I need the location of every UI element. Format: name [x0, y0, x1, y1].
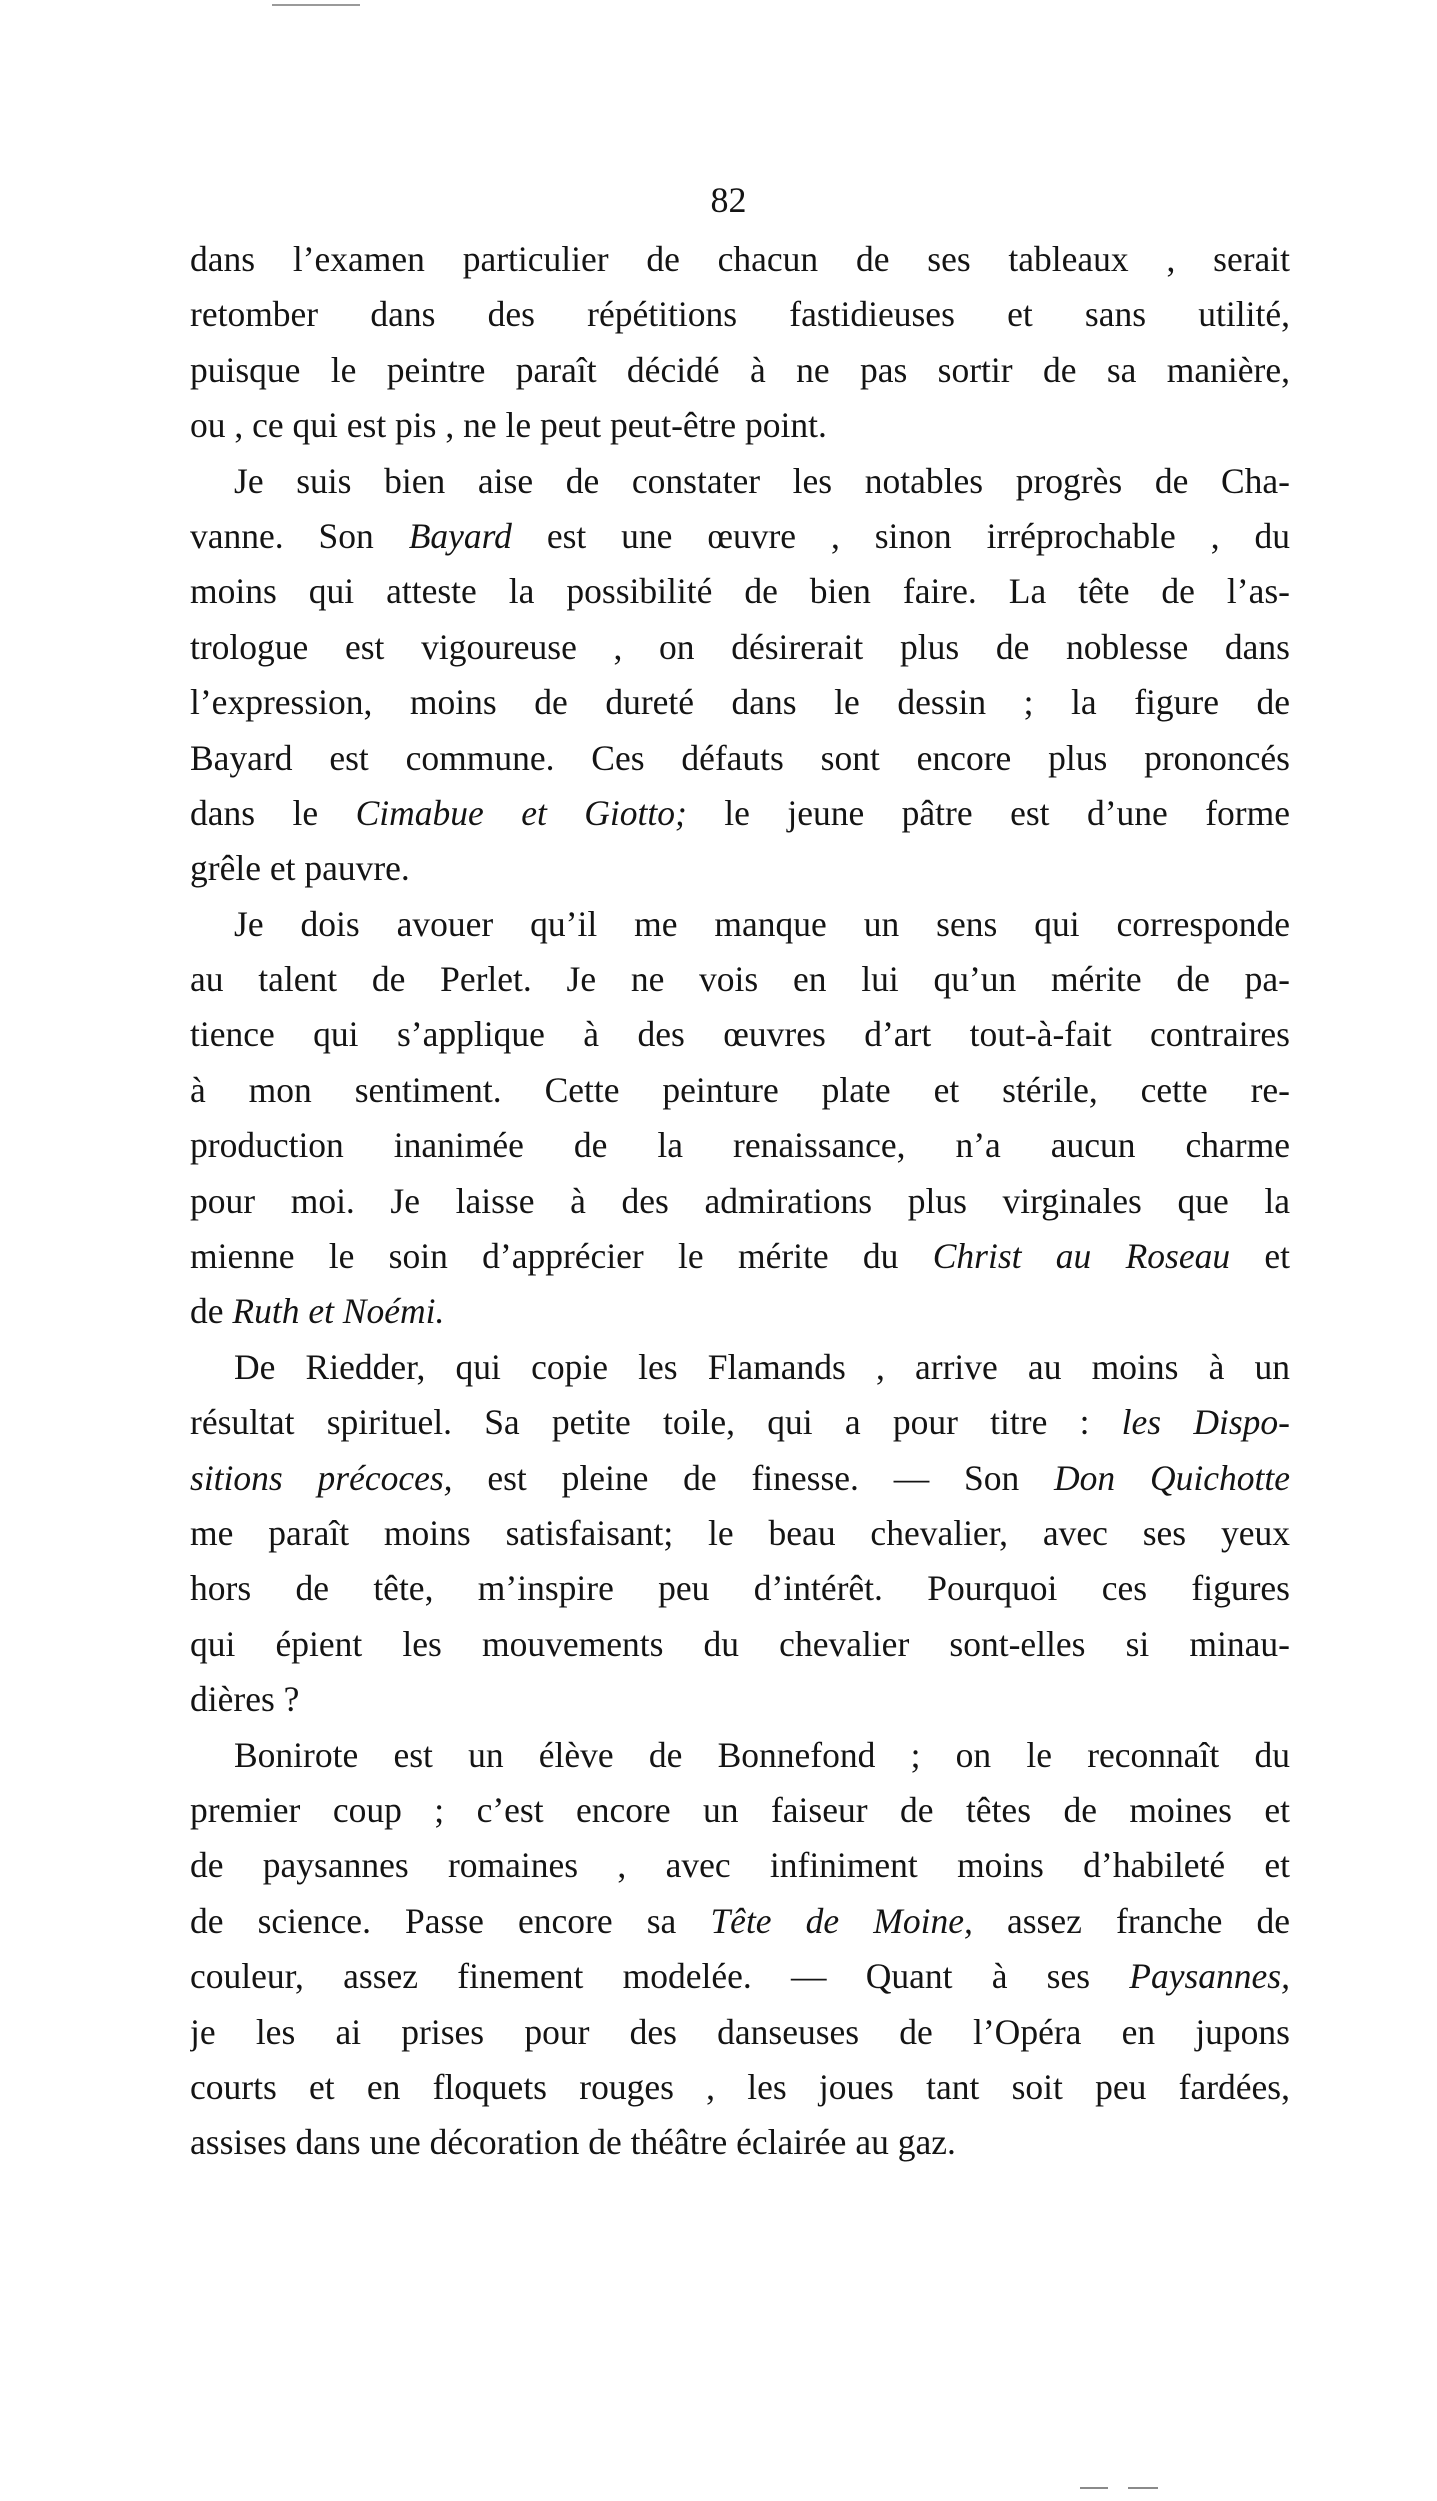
- text-line: [190, 731, 1290, 786]
- text-line: [190, 1007, 1290, 1062]
- text-line: [190, 1838, 1290, 1893]
- italic-title: Christ au Roseau: [932, 1236, 1231, 1277]
- text-segment: de paysannes romaines , avec infiniment moins d’habileté et: [190, 1845, 1290, 1886]
- text-segment: assises dans une décoration de théâtre éclairée au gaz.: [190, 2122, 956, 2163]
- text-segment: couleur, assez finement modelée. — Quant à ses: [190, 1956, 1130, 1997]
- text-segment: pour moi. Je laisse à des admirations plus virginales que la: [190, 1180, 1290, 1221]
- text-segment: Bayard est commune. Ces défauts sont encore plus prononcés: [190, 737, 1290, 778]
- italic-title: Tête de Moine,: [710, 1900, 973, 1941]
- text-segment: retomber dans des répétitions fastidieuses et sans utilité,: [190, 294, 1290, 335]
- text-segment: au talent de Perlet. Je ne vois en lui qu’un mérite de pa-: [190, 959, 1290, 1000]
- text-segment: de: [190, 1291, 233, 1332]
- text-segment: mienne le soin d’apprécier le mérite du: [190, 1236, 933, 1277]
- text-line: [190, 1340, 1290, 1395]
- text-line: [190, 1949, 1290, 2004]
- text-line: [190, 232, 1290, 287]
- text-line: [190, 1451, 1290, 1506]
- text-segment: grêle et pauvre.: [190, 848, 410, 889]
- text-segment: production inanimée de la renaissance, n’a aucun charme: [190, 1125, 1290, 1166]
- text-line: [190, 1894, 1290, 1949]
- text-line: [190, 1174, 1290, 1229]
- top-edge-mark: [272, 4, 360, 6]
- text-segment: dans le: [190, 792, 356, 833]
- text-segment: de science. Passe encore sa: [190, 1900, 711, 1941]
- text-segment: hors de tête, m’inspire peu d’intérêt. Pourquoi ces figures: [190, 1568, 1290, 1609]
- text-line: [190, 1063, 1290, 1118]
- text-line: [190, 1783, 1290, 1838]
- text-segment: à mon sentiment. Cette peinture plate et stérile, cette re-: [190, 1069, 1290, 1110]
- text-line: [190, 841, 1290, 896]
- text-line: [190, 2005, 1290, 2060]
- text-line: [190, 2060, 1290, 2115]
- text-segment: tience qui s’applique à des œuvres d’art tout-à-fait contraires: [190, 1014, 1290, 1055]
- text-line: [190, 1728, 1290, 1783]
- text-segment: puisque le peintre paraît décidé à ne pas sortir de sa manière,: [190, 349, 1290, 390]
- text-line: [190, 786, 1290, 841]
- text-segment: moins qui atteste la possibilité de bien faire. La tête de l’as-: [190, 571, 1290, 612]
- text-segment: trologue est vigoureuse , on désirerait plus de noblesse dans: [190, 626, 1290, 667]
- text-line: [190, 398, 1290, 453]
- text-segment: qui épient les mouvements du chevalier sont-elles si minau-: [190, 1623, 1290, 1664]
- text-segment: me paraît moins satisfaisant; le beau chevalier, avec ses yeux: [190, 1512, 1290, 1553]
- text-line: [190, 1561, 1290, 1616]
- text-segment: le jeune pâtre est d’une forme: [686, 792, 1290, 833]
- italic-title: Ruth et Noémi.: [232, 1291, 445, 1332]
- italic-title: Don Quichotte: [1054, 1457, 1290, 1498]
- text-segment: et: [1230, 1236, 1290, 1277]
- text-segment: dans l’examen particulier de chacun de ses tableaux , serait: [190, 239, 1290, 279]
- text-line: [190, 675, 1290, 730]
- text-line: [190, 620, 1290, 675]
- text-line: [190, 1284, 1290, 1339]
- text-segment: dières ?: [190, 1679, 300, 1720]
- italic-title: les Dispo-: [1121, 1402, 1290, 1443]
- text-segment: Bonirote est un élève de Bonnefond ; on le reconnaît du: [234, 1734, 1290, 1775]
- text-segment: je les ai prises pour des danseuses de l’Opéra en jupons: [190, 2011, 1290, 2052]
- text-line: [190, 287, 1290, 342]
- text-line: [190, 1395, 1290, 1450]
- text-line: [190, 2115, 1290, 2170]
- text-segment: Je suis bien aise de constater les notables progrès de Cha-: [234, 460, 1290, 501]
- text-segment: vanne. Son: [190, 515, 409, 556]
- text-line: [190, 952, 1290, 1007]
- text-segment: ou , ce qui est pis , ne le peut peut-être point.: [190, 405, 827, 446]
- text-line: [190, 1617, 1290, 1672]
- text-segment: assez franche de: [972, 1900, 1290, 1941]
- italic-title: Cimabue et Giotto;: [355, 792, 687, 833]
- text-line: [190, 509, 1290, 564]
- text-line: [190, 1672, 1290, 1727]
- text-segment: De Riedder, qui copie les Flamands , arrive au moins à un: [234, 1346, 1290, 1387]
- text-segment: Je dois avouer qu’il me manque un sens qui corresponde: [234, 903, 1290, 944]
- text-segment: résultat spirituel. Sa petite toile, qui a pour titre :: [190, 1402, 1122, 1443]
- text-line: [190, 454, 1290, 509]
- text-line: [190, 343, 1290, 398]
- text-line: [190, 564, 1290, 619]
- text-line: [190, 1118, 1290, 1173]
- text-line: [190, 897, 1290, 952]
- bottom-edge-mark: [1128, 2487, 1158, 2489]
- italic-title: Bayard: [408, 515, 512, 556]
- text-segment: premier coup ; c’est encore un faiseur de têtes de moines et: [190, 1789, 1290, 1830]
- text-line: [190, 1506, 1290, 1561]
- text-segment: est une œuvre , sinon irréprochable , du: [511, 515, 1290, 556]
- italic-title: Paysannes,: [1129, 1956, 1290, 1997]
- text-segment: est pleine de finesse. — Son: [452, 1457, 1055, 1498]
- bottom-edge-mark: [1080, 2487, 1108, 2489]
- text-segment: courts et en floquets rouges , les joues tant soit peu fardées,: [190, 2066, 1290, 2107]
- italic-title: sitions précoces,: [190, 1457, 453, 1498]
- text-segment: l’expression, moins de dureté dans le dessin ; la figure de: [190, 682, 1290, 723]
- body-text: [190, 232, 1290, 2171]
- text-line: [190, 1229, 1290, 1284]
- page-number: 82: [710, 180, 747, 220]
